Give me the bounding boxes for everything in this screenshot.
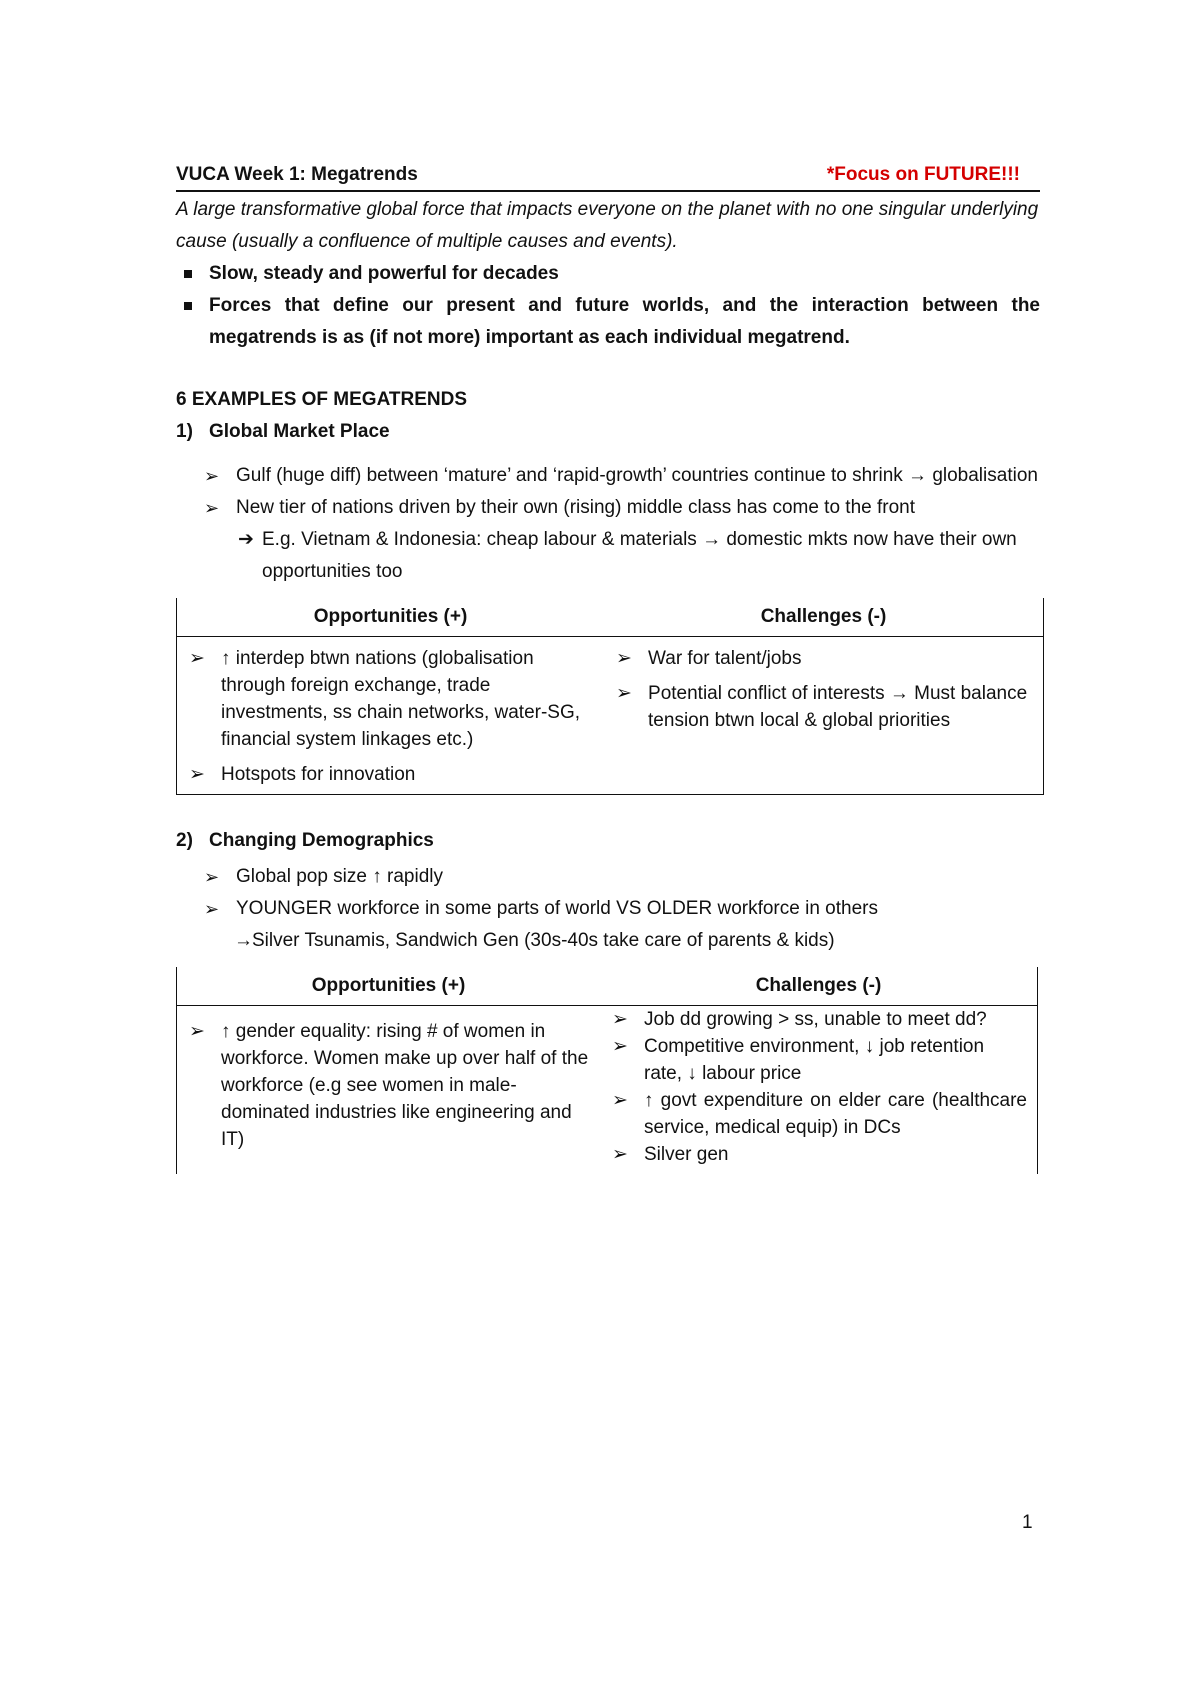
megatrend-2-table xyxy=(176,967,1038,1174)
title-row xyxy=(176,164,1040,192)
megatrend-1-points xyxy=(176,460,1040,524)
right-arrow-icon: ➔ xyxy=(238,529,254,550)
right-arrow-icon: → xyxy=(234,930,253,951)
arrowhead-bullet-icon: ➢ xyxy=(612,1036,628,1057)
megatrend-1-subpoint: ➔ E.g. Vietnam & Indonesia: cheap labour & materials → domestic mkts now have their own opportunities too xyxy=(176,524,1040,588)
square-bullet-icon xyxy=(184,270,192,278)
arrowhead-bullet-icon: ➢ xyxy=(204,899,220,919)
list-item: ➢ ↑ interdep btwn nations (globalisation through foreign exchange, trade investments, ss chain networks, water-SG, financial system linkages etc.) xyxy=(181,645,594,753)
list-item: ➢ Competitive environment, ↓ job retention rate, ↓ labour price xyxy=(604,1033,1027,1087)
list-item: ➢ Gulf (huge diff) between ‘mature’ and ‘rapid-growth’ countries continue to shrink → globalisation xyxy=(176,460,1040,492)
arrowhead-bullet-icon: ➢ xyxy=(189,1021,205,1042)
list-item: ➢ ↑ govt expenditure on elder care (healthcare service, medical equip) in DCs xyxy=(604,1087,1027,1141)
definition-bullets xyxy=(176,258,1040,354)
challenges-header: Challenges (-) xyxy=(604,598,1043,637)
challenges-cell xyxy=(600,1006,1038,1175)
megatrend-2-heading: 2) Changing Demographics xyxy=(176,830,434,851)
arrowhead-bullet-icon: ➢ xyxy=(204,466,220,486)
list-item: ➢ New tier of nations driven by their own (rising) middle class has come to the front xyxy=(176,492,1040,524)
list-item: Slow, steady and powerful for decades xyxy=(176,258,1040,290)
challenges-header: Challenges (-) xyxy=(600,967,1038,1006)
list-item: ➢ ↑ gender equality: rising # of women in workforce. Women make up over half of the workforce (e.g see women in male-dominated industries like engineering and IT) xyxy=(181,1018,590,1153)
arrowhead-bullet-icon: ➢ xyxy=(616,683,632,704)
document-content xyxy=(176,164,1040,1174)
arrowhead-bullet-icon: ➢ xyxy=(612,1009,628,1030)
section-heading: 6 EXAMPLES OF MEGATRENDS xyxy=(176,389,468,410)
square-bullet-icon xyxy=(184,302,192,310)
megatrend-1-heading: 1) Global Market Place xyxy=(176,421,390,442)
page-title: VUCA Week 1: Megatrends xyxy=(176,164,418,185)
list-item: ➢ Job dd growing > ss, unable to meet dd? xyxy=(604,1006,1027,1033)
opportunities-header: Opportunities (+) xyxy=(177,967,601,1006)
opportunities-header: Opportunities (+) xyxy=(177,598,605,637)
arrowhead-bullet-icon: ➢ xyxy=(612,1144,628,1165)
megatrend-2-points xyxy=(176,861,1040,925)
page-number: 1 xyxy=(1022,1512,1033,1533)
arrowhead-bullet-icon: ➢ xyxy=(204,867,220,887)
megatrend-2-subpoint: → Silver Tsunamis, Sandwich Gen (30s-40s take care of parents & kids) xyxy=(176,925,1040,957)
list-item: ➢ YOUNGER workforce in some parts of world VS OLDER workforce in others xyxy=(176,893,1040,925)
arrowhead-bullet-icon: ➢ xyxy=(189,648,205,669)
arrowhead-bullet-icon: ➢ xyxy=(189,764,205,785)
list-item: ➢ War for talent/jobs xyxy=(608,645,1033,672)
list-item: ➢ Hotspots for innovation xyxy=(181,761,594,788)
opportunities-cell xyxy=(177,637,605,795)
list-item: ➢ Global pop size ↑ rapidly xyxy=(176,861,1040,893)
arrowhead-bullet-icon: ➢ xyxy=(204,498,220,518)
definition-text: A large transformative global force that impacts everyone on the planet with no one singular underlying cause (usually a confluence of multiple causes and events). xyxy=(176,199,1039,252)
list-item: ➢ Silver gen xyxy=(604,1141,1027,1168)
list-item: Forces that define our present and future worlds, and the interaction between the megatrends is as (if not more) important as each individual megatrend. xyxy=(176,290,1040,354)
opportunities-cell xyxy=(177,1006,601,1175)
arrowhead-bullet-icon: ➢ xyxy=(612,1090,628,1111)
megatrend-1-table xyxy=(176,598,1044,795)
focus-note: *Focus on FUTURE!!! xyxy=(826,164,1020,185)
challenges-cell xyxy=(604,637,1043,795)
list-item: ➢ Potential conflict of interests → Must balance tension btwn local & global priorities xyxy=(608,680,1033,734)
arrowhead-bullet-icon: ➢ xyxy=(616,648,632,669)
